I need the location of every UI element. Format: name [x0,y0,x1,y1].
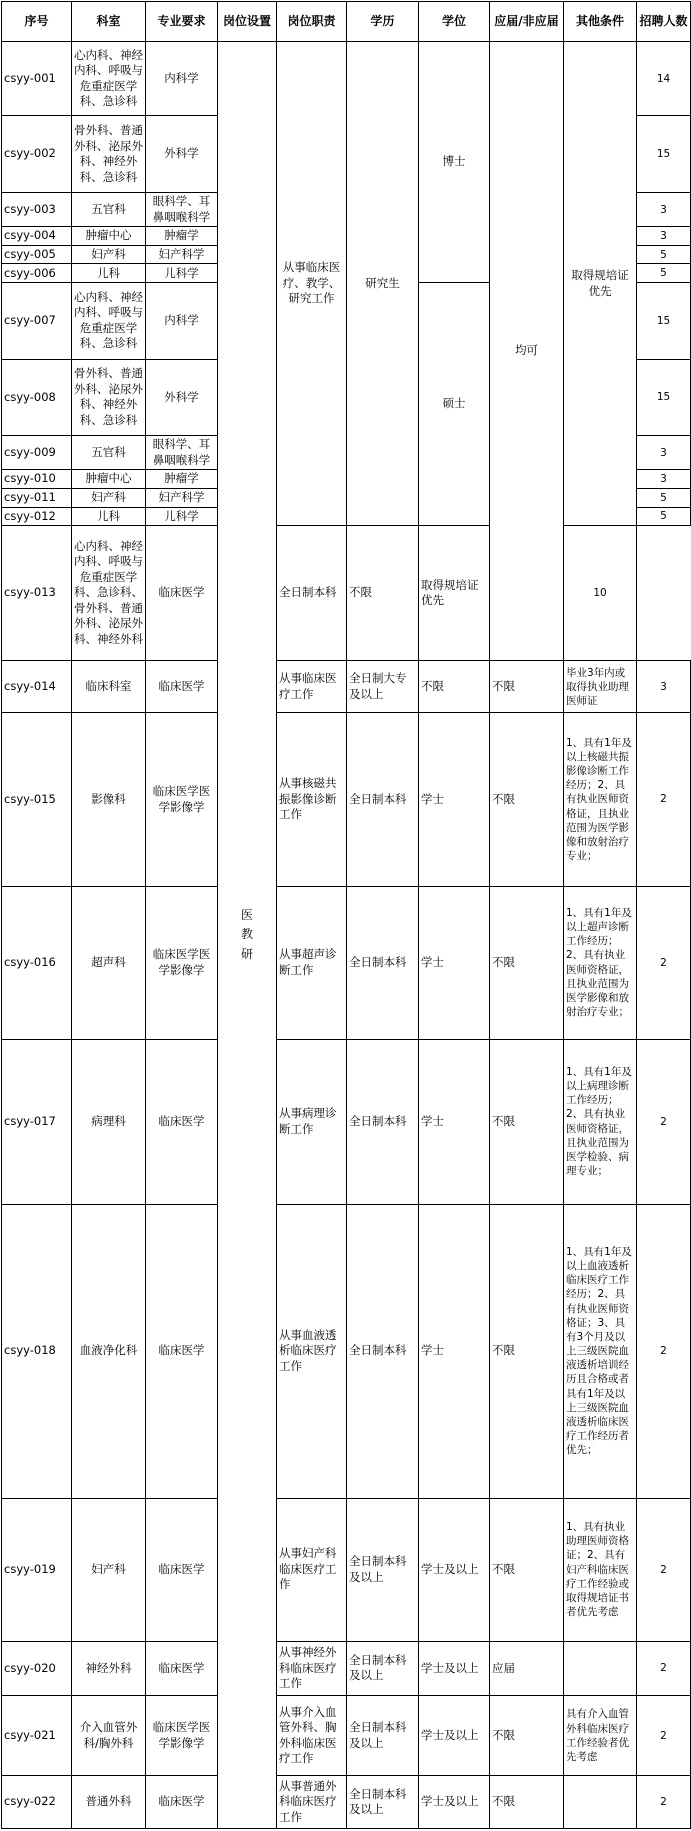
row-id: csyy-017 [2,1039,72,1204]
row-major: 儿科学 [146,507,218,526]
row-dept: 儿科 [72,507,146,526]
row-count: 3 [637,227,691,246]
row-fresh: 不限 [490,661,564,713]
row-count: 2 [637,886,691,1039]
row-major: 临床医学 [146,1204,218,1498]
row-dept: 五官科 [72,192,146,226]
row-other: 1、具有执业助理医师资格证；2、具有妇产科临床医疗工作经验或取得规培证书者优先考虑 [564,1498,637,1641]
degree-phd: 博士 [419,42,490,283]
row-count: 3 [637,661,691,713]
row-degree: 学士及以上 [419,1498,490,1641]
row-major: 临床医学 [146,526,218,661]
row-count: 3 [637,470,691,489]
row-fresh: 不限 [490,1498,564,1641]
row-education: 全日制本科及以上 [347,1498,419,1641]
row-education: 全日制本科 [347,1039,419,1204]
row-duty: 从事妇产科临床医疗工作 [277,1498,347,1641]
row-other: 毕业3年内或取得执业助理医师证 [564,661,637,713]
row-education: 全日制本科及以上 [347,1776,419,1829]
row-major: 临床医学医学影像学 [146,1695,218,1776]
row-id: csyy-004 [2,227,72,246]
header-degree: 学位 [419,2,490,42]
row-education: 全日制本科 [347,713,419,886]
row-id: csyy-010 [2,470,72,489]
header-major: 专业要求 [146,2,218,42]
row-id: csyy-001 [2,42,72,116]
row-dept: 心内科、神经内科、呼吸与危重症医学科、急诊科 [72,283,146,360]
row-count: 15 [637,116,691,193]
row-id: csyy-013 [2,526,72,661]
row-major: 肿瘤学 [146,227,218,246]
row-id: csyy-009 [2,436,72,470]
fresh-either: 均可 [490,42,564,661]
row-dept: 影像科 [72,713,146,886]
row-count: 3 [637,436,691,470]
row-major: 临床医学 [146,1498,218,1641]
row-other: 1、具有1年及以上病理诊断工作经历；2、具有执业医师资格证，且执业范围为医学检验、病理专业； [564,1039,637,1204]
row-count: 2 [637,1695,691,1776]
row-major: 妇产科学 [146,488,218,507]
row-education: 全日制本科 [277,526,347,661]
header-count: 招聘人数 [637,2,691,42]
header-position: 岗位设置 [218,2,277,42]
table-row [2,1776,691,1829]
row-count: 3 [637,192,691,226]
row-id: csyy-020 [2,1641,72,1695]
edu-graduate: 研究生 [347,42,419,526]
row-count: 2 [637,1641,691,1695]
row-major: 妇产科学 [146,245,218,264]
row-dept: 超声科 [72,886,146,1039]
row-major: 内科学 [146,42,218,116]
row-major: 眼科学、耳鼻咽喉科学 [146,436,218,470]
row-dept: 心内科、神经内科、呼吸与危重症医学科、急诊科、骨外科、普通外科、泌尿外科、神经外科 [72,526,146,661]
degree-master: 硕士 [419,283,490,526]
other-training-pref: 取得规培证优先 [564,42,637,526]
recruitment-table [1,1,691,1829]
row-dept: 肿瘤中心 [72,227,146,246]
row-other: 1、具有1年及以上超声诊断工作经历；2、具有执业医师资格证，且执业范围为医学影像和放射治疗专业； [564,886,637,1039]
row-other [564,1641,637,1695]
row-dept: 临床科室 [72,661,146,713]
row-duty: 从事普通外科临床医疗工作 [277,1776,347,1829]
row-major: 临床医学 [146,1641,218,1695]
row-dept: 骨外科、普通外科、泌尿外科、神经外科、急诊科 [72,116,146,193]
row-duty: 从事介入血管外科、胸外科临床医疗工作 [277,1695,347,1776]
row-count: 2 [637,1776,691,1829]
table-row [2,1039,691,1204]
row-id: csyy-006 [2,264,72,283]
row-other: 取得规培证优先 [419,526,490,661]
row-degree: 学士 [419,886,490,1039]
table-row [2,526,691,661]
row-degree: 学士 [419,713,490,886]
row-education: 全日制本科 [347,886,419,1039]
row-fresh: 不限 [490,1695,564,1776]
row-fresh: 不限 [490,1039,564,1204]
header-fresh-graduate: 应届/非应届 [490,2,564,42]
table-row [2,1204,691,1498]
row-major: 肿瘤学 [146,470,218,489]
row-degree: 学士及以上 [419,1695,490,1776]
row-education: 全日制本科 [347,1204,419,1498]
table-row [2,42,691,116]
row-count: 2 [637,1204,691,1498]
table-row [2,661,691,713]
row-major: 临床医学医学影像学 [146,886,218,1039]
row-dept: 肿瘤中心 [72,470,146,489]
row-major: 临床医学 [146,661,218,713]
row-major: 外科学 [146,116,218,193]
row-major: 眼科学、耳鼻咽喉科学 [146,192,218,226]
row-count: 15 [637,283,691,360]
table-row [2,1695,691,1776]
table-row [2,713,691,886]
row-count: 5 [637,264,691,283]
header-dept: 科室 [72,2,146,42]
row-id: csyy-003 [2,192,72,226]
row-dept: 普通外科 [72,1776,146,1829]
row-major: 临床医学医学影像学 [146,713,218,886]
row-dept: 儿科 [72,264,146,283]
row-count: 15 [637,359,691,436]
row-id: csyy-008 [2,359,72,436]
row-dept: 病理科 [72,1039,146,1204]
row-count: 14 [637,42,691,116]
row-count: 2 [637,1498,691,1641]
row-dept: 神经外科 [72,1641,146,1695]
row-count: 5 [637,488,691,507]
row-degree: 不限 [347,526,419,661]
row-id: csyy-021 [2,1695,72,1776]
row-fresh: 应届 [490,1641,564,1695]
row-dept: 骨外科、普通外科、泌尿外科、神经外科、急诊科 [72,359,146,436]
header-education: 学历 [347,2,419,42]
row-id: csyy-002 [2,116,72,193]
row-id: csyy-007 [2,283,72,360]
row-id: csyy-011 [2,488,72,507]
header-id: 序号 [2,2,72,42]
row-dept: 血液净化科 [72,1204,146,1498]
row-other [564,1776,637,1829]
row-id: csyy-022 [2,1776,72,1829]
row-education: 全日制本科及以上 [347,1695,419,1776]
row-degree: 学士 [419,1204,490,1498]
row-major: 内科学 [146,283,218,360]
row-id: csyy-019 [2,1498,72,1641]
row-major: 临床医学 [146,1039,218,1204]
header-duty: 岗位职责 [277,2,347,42]
row-major: 外科学 [146,359,218,436]
row-other: 1、具有1年及以上血液透析临床医疗工作经历；2、具有执业医师资格证；3、具有3个月及以上三级医院血液透析培训经历且合格或者具有1年及以上三级医院血液透析临床医疗工作经历者优先； [564,1204,637,1498]
row-fresh: 不限 [490,1204,564,1498]
row-fresh: 不限 [490,1776,564,1829]
row-duty: 从事病理诊断工作 [277,1039,347,1204]
row-id: csyy-015 [2,713,72,886]
row-id: csyy-014 [2,661,72,713]
row-degree: 学士及以上 [419,1641,490,1695]
row-count: 10 [564,526,637,661]
row-dept: 妇产科 [72,488,146,507]
header-row [2,2,691,42]
row-major: 儿科学 [146,264,218,283]
table-row [2,886,691,1039]
row-dept: 介入血管外科/胸外科 [72,1695,146,1776]
row-duty: 从事超声诊断工作 [277,886,347,1039]
row-count: 2 [637,1039,691,1204]
row-duty: 从事临床医疗工作 [277,661,347,713]
row-degree: 不限 [419,661,490,713]
row-degree: 学士 [419,1039,490,1204]
row-id: csyy-012 [2,507,72,526]
row-count: 5 [637,245,691,264]
row-id: csyy-016 [2,886,72,1039]
row-major: 临床医学 [146,1776,218,1829]
row-id: csyy-005 [2,245,72,264]
row-dept: 五官科 [72,436,146,470]
table-row [2,1641,691,1695]
row-education: 全日制本科及以上 [347,1641,419,1695]
row-duty: 从事核磁共振影像诊断工作 [277,713,347,886]
row-count: 2 [637,713,691,886]
row-fresh: 不限 [490,713,564,886]
row-other: 具有介入血管外科临床医疗工作经验者优先考虑 [564,1695,637,1776]
row-count: 5 [637,507,691,526]
row-dept: 心内科、神经内科、呼吸与危重症医学科、急诊科 [72,42,146,116]
position-setting: 医教研 [218,42,277,1829]
row-other: 1、具有1年及以上核磁共振影像诊断工作经历；2、具有执业医师资格证，且执业范围为医学影像和放射治疗专业； [564,713,637,886]
row-education: 全日制大专及以上 [347,661,419,713]
row-dept: 妇产科 [72,245,146,264]
row-dept: 妇产科 [72,1498,146,1641]
row-degree: 学士及以上 [419,1776,490,1829]
table-row [2,1498,691,1641]
header-other-conditions: 其他条件 [564,2,637,42]
duty-clinical-teaching: 从事临床医疗、教学、研究工作 [277,42,347,526]
row-id: csyy-018 [2,1204,72,1498]
row-fresh: 不限 [490,886,564,1039]
row-duty: 从事神经外科临床医疗工作 [277,1641,347,1695]
row-duty: 从事血液透析临床医疗工作 [277,1204,347,1498]
